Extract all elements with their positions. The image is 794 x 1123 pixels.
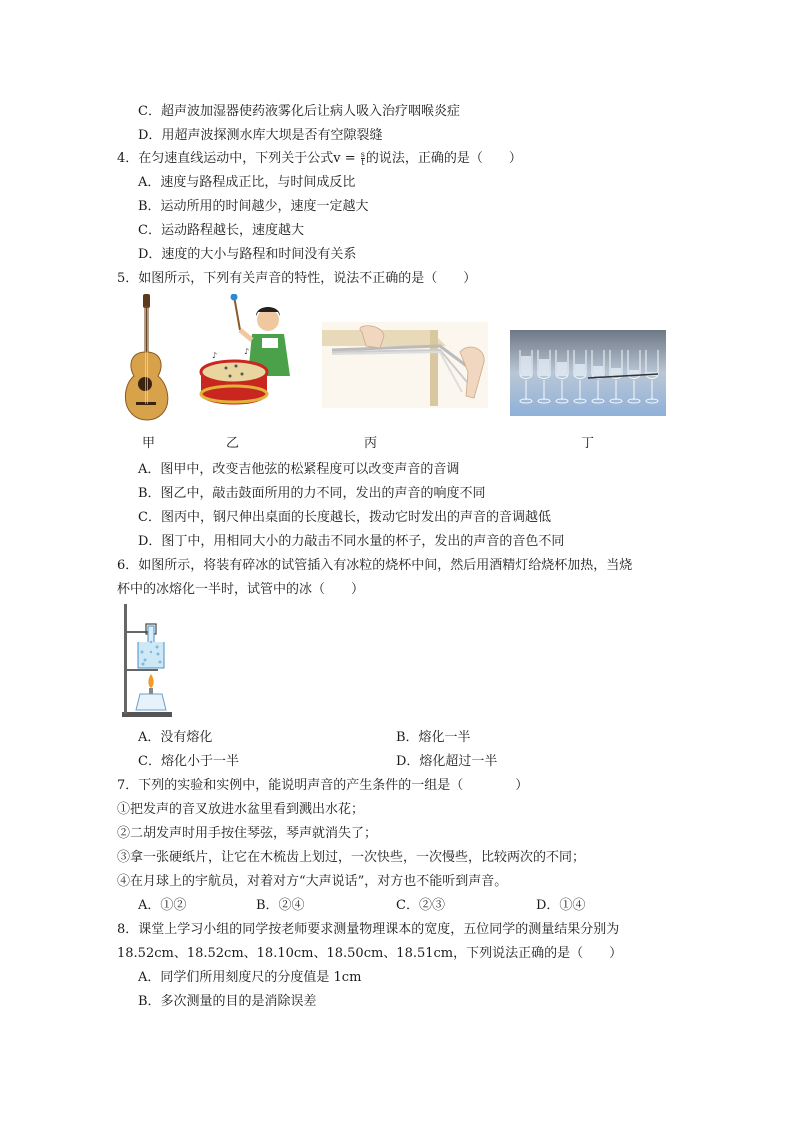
q7-option-d: D．①④ bbox=[536, 898, 586, 913]
q8-stem-line2: 18.52cm、18.52cm、18.10cm、18.50cm、18.51cm，下列说法正确的是（ ） bbox=[117, 946, 623, 961]
q6-option-b: B．熔化一半 bbox=[396, 730, 471, 745]
svg-text:♪: ♪ bbox=[212, 351, 218, 360]
q5-stem: 5．如图所示，下列有关声音的特性，说法不正确的是（ ） bbox=[117, 271, 477, 286]
q4-option-a: A．速度与路程成正比，与时间成反比 bbox=[138, 175, 356, 190]
guitar-figure bbox=[118, 292, 174, 424]
drum-figure bbox=[198, 294, 300, 418]
q7-option-a: A．①② bbox=[138, 898, 187, 913]
q6-stem-line1: 6．如图所示，将装有碎冰的试管插入有冰粒的烧杯中间，然后用酒精灯给烧杯加热，当烧 bbox=[117, 558, 633, 573]
q7-option-b: B．②④ bbox=[256, 898, 305, 913]
q5-option-c: C．图丙中，钢尺伸出桌面的长度越长，拨动它时发出的声音的音调越低 bbox=[138, 510, 551, 525]
q4-option-d: D．速度的大小与路程和时间没有关系 bbox=[138, 247, 357, 262]
q8-stem-line1: 8．课堂上学习小组的同学按老师要求测量物理课本的宽度，五位同学的测量结果分别为 bbox=[117, 922, 620, 937]
q5-option-b: B．图乙中，敲击鼓面所用的力不同，发出的声音的响度不同 bbox=[138, 486, 486, 501]
formula-fraction: $\frac{s}{t}$ bbox=[360, 150, 365, 167]
q8-option-a: A．同学们所用刻度尺的分度值是 1cm bbox=[138, 970, 362, 985]
caption-bing: 丙 bbox=[364, 436, 378, 451]
glasses-figure bbox=[510, 330, 666, 416]
q3-option-d: D．用超声波探测水库大坝是否有空隙裂缝 bbox=[138, 128, 383, 143]
q5-option-a: A．图甲中，改变吉他弦的松紧程度可以改变声音的音调 bbox=[138, 462, 460, 477]
q7-item-4: ④在月球上的宇航员，对着对方“大声说话”，对方也不能听到声音。 bbox=[117, 874, 508, 889]
q6-option-a: A．没有熔化 bbox=[138, 730, 213, 745]
q4-option-c: C．运动路程越长，速度越大 bbox=[138, 223, 304, 238]
q4-option-b: B．运动所用的时间越少，速度一定越大 bbox=[138, 199, 369, 214]
q4-stem: 4．在匀速直线运动中，下列关于公式v = $\frac{s}{t}$ 的说法，正确的是（ ） bbox=[117, 150, 522, 167]
q6-stem-line2: 杯中的冰熔化一半时，试管中的冰（ ） bbox=[117, 582, 365, 597]
q7-item-1: ①把发声的音叉放进水盆里看到溅出水花； bbox=[117, 802, 365, 817]
caption-ding: 丁 bbox=[581, 436, 595, 451]
q6-option-d: D．熔化超过一半 bbox=[396, 754, 498, 769]
q8-option-b: B．多次测量的目的是消除误差 bbox=[138, 994, 317, 1009]
heating-apparatus-figure bbox=[118, 602, 176, 720]
q7-option-c: C．②③ bbox=[396, 898, 445, 913]
svg-text:♪: ♪ bbox=[244, 347, 250, 356]
ruler-figure bbox=[322, 322, 488, 408]
q5-option-d: D．图丁中，用相同大小的力敲击不同水量的杯子，发出的声音的音色不同 bbox=[138, 534, 565, 549]
q7-stem: 7．下列的实验和实例中，能说明声音的产生条件的一组是（ ） bbox=[117, 778, 529, 793]
caption-yi: 乙 bbox=[226, 436, 240, 451]
caption-jia: 甲 bbox=[142, 436, 156, 451]
q3-option-c: C．超声波加湿器使药液雾化后让病人吸入治疗咽喉炎症 bbox=[138, 104, 460, 119]
q6-option-c: C．熔化小于一半 bbox=[138, 754, 239, 769]
q7-item-2: ②二胡发声时用手按住琴弦，琴声就消失了； bbox=[117, 826, 378, 841]
q7-item-3: ③拿一张硬纸片，让它在木梳齿上划过，一次快些，一次慢些，比较两次的不同； bbox=[117, 850, 586, 865]
